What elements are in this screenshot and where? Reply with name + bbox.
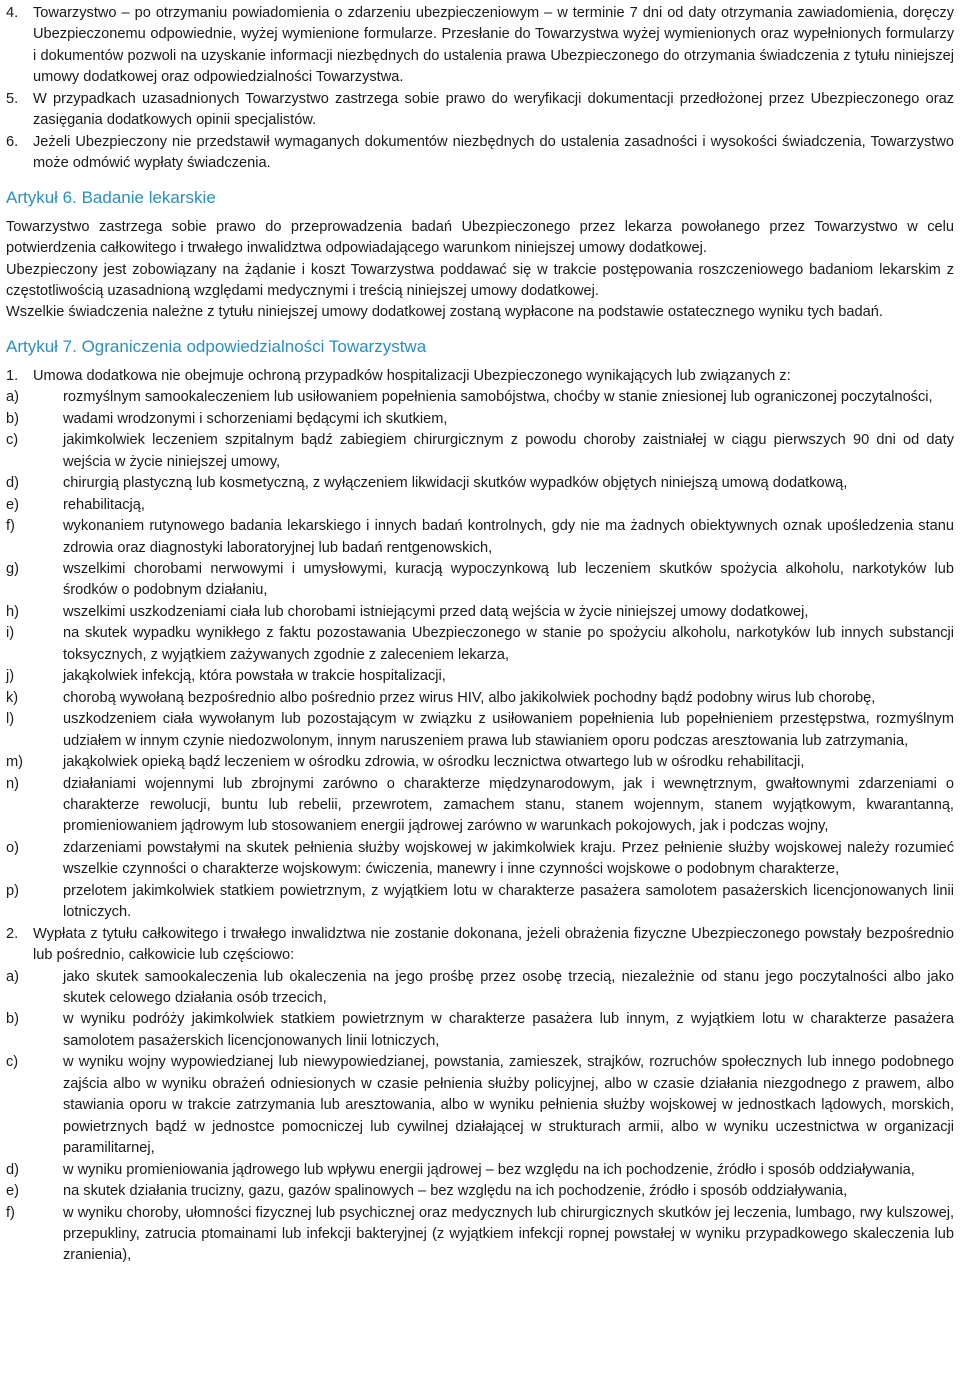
list-item-letter: g) [6,560,19,577]
list-item [6,559,954,602]
list-item [6,1052,954,1159]
list-item [6,623,954,666]
list-item [6,709,954,752]
list-item-text: w wyniku wojny wypowiedzianej lub niewypowiedzianej, powstania, zamieszek, strajków, rozruchów społecznych lub innego podobnego zajścia albo w wyniku obrażeń odniesionych w czasie pełnienia służby policyjnej, albo w czasie działania niezgodnego z prawem, albo stawiania oporu w trakcie zatrzymania lub aresztowania, albo w wyniku pełnienia służby wojskowej w jednostkach lądowych, morskich, powietrznych bądź w jednostce pomocniczej lub cywilnej działającej w strukturach armii, albo w wyniku uczestnictwa w organizacji paramilitarnej, [63,1054,954,1157]
list-item-letter: c) [6,432,19,449]
list-item-text: rozmyślnym samookaleczeniem lub usiłowaniem popełnienia samobójstwa, choćby w stanie zniesionej lub ograniczonej poczytalności, [63,389,933,406]
list-item [6,495,954,516]
list-item-letter: d) [6,475,19,492]
list-item [6,666,954,687]
list-item-text: chorobą wywołaną bezpośrednio albo pośrednio przez wirus HIV, albo jakikolwiek pochodny bądź podobny wirus lub chorobę, [63,689,876,706]
list-item-letter: f) [6,1204,15,1221]
list-item-letter: c) [6,1054,19,1071]
list-item [6,838,954,881]
list-item-text: jakimkolwiek leczeniem szpitalnym bądź zabiegiem chirurgicznym z powodu choroby zaistniałej w ciągu pierwszych 90 dni od daty wejścia w życie niniejszej umowy, [63,432,954,470]
list-item-letter: k) [6,689,19,706]
article-6-body [6,217,954,324]
item-text: Wypłata z tytułu całkowitego i trwałego inwalidztwa nie zostanie dokonana, jeżeli obrażenia fizyczne Ubezpieczonego powstały bezpośrednio lub pośrednio, całkowicie lub częściowo: [33,925,954,964]
list-item-text: chirurgią plastyczną lub kosmetyczną, z wyłączeniem likwidacji skutków wypadków objętych niniejszą umową dodatkową, [63,475,848,492]
list-item-text: rehabilitacją, [63,496,145,513]
list-item [6,752,954,773]
numbered-item-2 [6,924,954,967]
section-procedure [6,3,954,175]
item-number: 2. [6,925,19,942]
list-item-text: zdarzeniami powstałymi na skutek pełnienia służby wojskowej w jakimkolwiek kraju. Przez pełnienie służby wojskowej należy rozumieć wszelkie czynności o charakterze wojskowym: ćwiczenia, manewry i inne czynności wojskowe o podobnym charakterze, [63,839,954,878]
list-item [6,774,954,838]
list-item [6,430,954,473]
exclusion-list-2 [6,967,954,1267]
list-item-text: uszkodzeniem ciała wywołanym lub pozostającym w związku z usiłowaniem popełnienia lub popełnieniem przestępstwa, rozmyślnym udziałem w innym czynie niedozwolonym, innym naruszeniem prawa lub stawianiem oporu podczas aresztowania lub zatrzymania, [63,711,954,749]
item-number: 5. [6,90,19,107]
list-item [6,1181,954,1202]
list-item-text: w wyniku podróży jakimkolwiek statkiem powietrznym w charakterze pasażera lub innym, z wyjątkiem lotu w charakterze pasażera samolotem pasażerskich licencjonowanych linii lotniczych, [63,1011,954,1049]
numbered-item-4 [6,3,954,89]
list-item-letter: b) [6,1011,19,1028]
list-item-letter: m) [6,754,24,771]
list-item-text: wykonaniem rutynowego badania lekarskiego i innych badań kontrolnych, gdy nie ma żadnych obiektywnych oznak upośledzenia stanu zdrowia oraz diagnostyki laboratoryjnej lub badań rentgenowskich, [63,518,954,556]
article-6-paragraph: Ubezpieczony jest zobowiązany na żądanie i koszt Towarzystwa poddawać się w trakcie postępowania roszczeniowego badaniom lekarskim z częstotliwością uzasadnioną względami medycznymi i treścią niniejszej umowy dodatkowej. [6,261,954,299]
list-item-letter: e) [6,496,19,513]
item-number: 4. [6,5,19,21]
list-item [6,967,954,1010]
list-item-text: wszelkimi chorobami nerwowymi i umysłowymi, kuracją wypoczynkową lub leczeniem skutków spożycia alkoholu, narkotyków lub środków o podobnym działaniu, [63,560,954,599]
article-6-paragraph: Towarzystwo zastrzega sobie prawo do przeprowadzenia badań Ubezpieczonego przez lekarza powołanego przez Towarzystwo w celu potwierdzenia całkowitego i trwałego inwalidztwa odpowiadającego warunkom niniejszej umowy dodatkowej. [6,218,954,257]
list-item-text: w wyniku promieniowania jądrowego lub wpływu energii jądrowej – bez względu na ich pochodzenie, źródło i sposób oddziaływania, [63,1161,915,1178]
list-item-letter: b) [6,410,19,427]
list-item [6,881,954,924]
list-item-letter: i) [6,625,15,642]
list-item-text: na skutek działania trucizny, gazu, gazów spalinowych – bez względu na ich pochodzenie, źródło i sposób oddziaływania, [63,1183,848,1200]
list-item-text: działaniami wojennymi lub zbrojnymi zarówno o charakterze międzynarodowym, jak i wewnętrznym, gwałtownymi zdarzeniami o charakterze rewolucji, buntu lub rebelii, przewrotem, zamachem stanu, stanem wojennym, stanem wyjątkowym, kwarantanną, promieniowaniem jądrowym lub stosowaniem energii jądrowej zarówno w warunkach pokojowych, jak i podczas wojny, [63,775,954,835]
article-6-heading: Artykuł 6. Badanie lekarskie [6,187,216,207]
item-number: 6. [6,133,19,150]
item-number: 1. [6,367,19,384]
list-item-text: wszelkimi uszkodzeniami ciała lub chorobami istniejącymi przed datą wejścia w życie niniejszej umowy dodatkowej, [63,603,809,620]
list-item-letter: j) [6,668,15,685]
list-item [6,602,954,623]
list-item-text: jakąkolwiek infekcją, która powstała w trakcie hospitalizacji, [63,668,446,685]
article-6-paragraph: Wszelkie świadczenia należne z tytułu niniejszej umowy dodatkowej zostaną wypłacone na podstawie ostatecznego wyniku tych badań. [6,304,883,321]
list-item-text: na skutek wypadku wynikłego z faktu pozostawania Ubezpieczonego w stanie po spożyciu alkoholu, narkotyków lub innych substancji toksycznych, z wyjątkiem zażywanych zgodnie z zaleceniem lekarza, [63,625,954,663]
list-item [6,1009,954,1052]
list-item-letter: n) [6,775,19,792]
list-item-text: jakąkolwiek opieką bądź leczeniem w ośrodku zdrowia, w ośrodku lecznictwa otwartego lub w ośrodku rehabilitacji, [63,754,805,771]
list-item-text: jako skutek samookaleczenia lub okaleczenia na jego prośbę przez osobę trzecią, niezależnie od stanu jego poczytalności albo jako skutek celowego działania osób trzecich, [63,968,954,1007]
list-item-letter: f) [6,518,15,535]
list-item-text: wadami wrodzonymi i schorzeniami będącymi ich skutkiem, [63,410,448,427]
list-item-letter: a) [6,389,19,406]
list-item [6,1203,954,1267]
list-item-text: w wyniku choroby, ułomności fizycznej lub psychicznej oraz medycznych lub chirurgicznych skutków jej leczenia, lumbago, rwy kulszowej, przepukliny, zatrucia ptomainami lub infekcji bakteryjnej (z wyjątkiem infekcji ropnej powstałej w wyniku przypadkowego skaleczenia lub zranienia), [63,1204,954,1264]
item-text: W przypadkach uzasadnionych Towarzystwo zastrzega sobie prawo do weryfikacji dokumentacji przedłożonej przez Ubezpieczonego oraz zasięgania dodatkowych opinii specjalistów. [33,90,954,129]
list-item-letter: e) [6,1183,19,1200]
numbered-item-1 [6,366,954,387]
list-item-letter: p) [6,882,19,899]
list-item [6,688,954,709]
list-item [6,1160,954,1181]
list-item [6,409,954,430]
item-text: Jeżeli Ubezpieczony nie przedstawił wymaganych dokumentów niezbędnych do ustalenia zasadności i wysokości świadczenia, Towarzystwo może odmówić wypłaty świadczenia. [33,133,954,172]
list-item [6,473,954,494]
item-text: Umowa dodatkowa nie obejmuje ochroną przypadków hospitalizacji Ubezpieczonego wynikających lub związanych z: [33,367,791,384]
article-7-body [6,366,954,1267]
article-7-heading: Artykuł 7. Ograniczenia odpowiedzialności Towarzystwa [6,336,427,356]
list-item-text: przelotem jakimkolwiek statkiem powietrznym, z wyjątkiem lotu w charakterze pasażera samolotem pasażerskich licencjonowanych linii lotniczych. [63,882,954,921]
numbered-item-6 [6,132,954,175]
list-item-letter: a) [6,968,19,985]
list-item [6,516,954,559]
numbered-item-5 [6,89,954,132]
list-item [6,387,954,408]
exclusion-list-1 [6,387,954,923]
item-text: Towarzystwo – po otrzymaniu powiadomienia o zdarzeniu ubezpieczeniowym – w terminie 7 dni od daty otrzymania zawiadomienia, doręczy Ubezpieczonemu odpowiednie, wyżej wymienione formularze. Przesłanie do Towarzystwa wyżej wymienionych oraz wypełnionych formularzy i dokumentów pozwoli na uzyskanie informacji niezbędnych do ustalenia prawa Ubezpieczonego do otrzymania świadczenia z tytułu niniejszej umowy dodatkowej oraz odpowiedzialności Towarzystwa. [33,5,954,86]
list-item-letter: o) [6,839,19,856]
list-item-letter: h) [6,603,19,620]
list-item-letter: d) [6,1161,19,1178]
list-item-letter: l) [6,711,15,728]
